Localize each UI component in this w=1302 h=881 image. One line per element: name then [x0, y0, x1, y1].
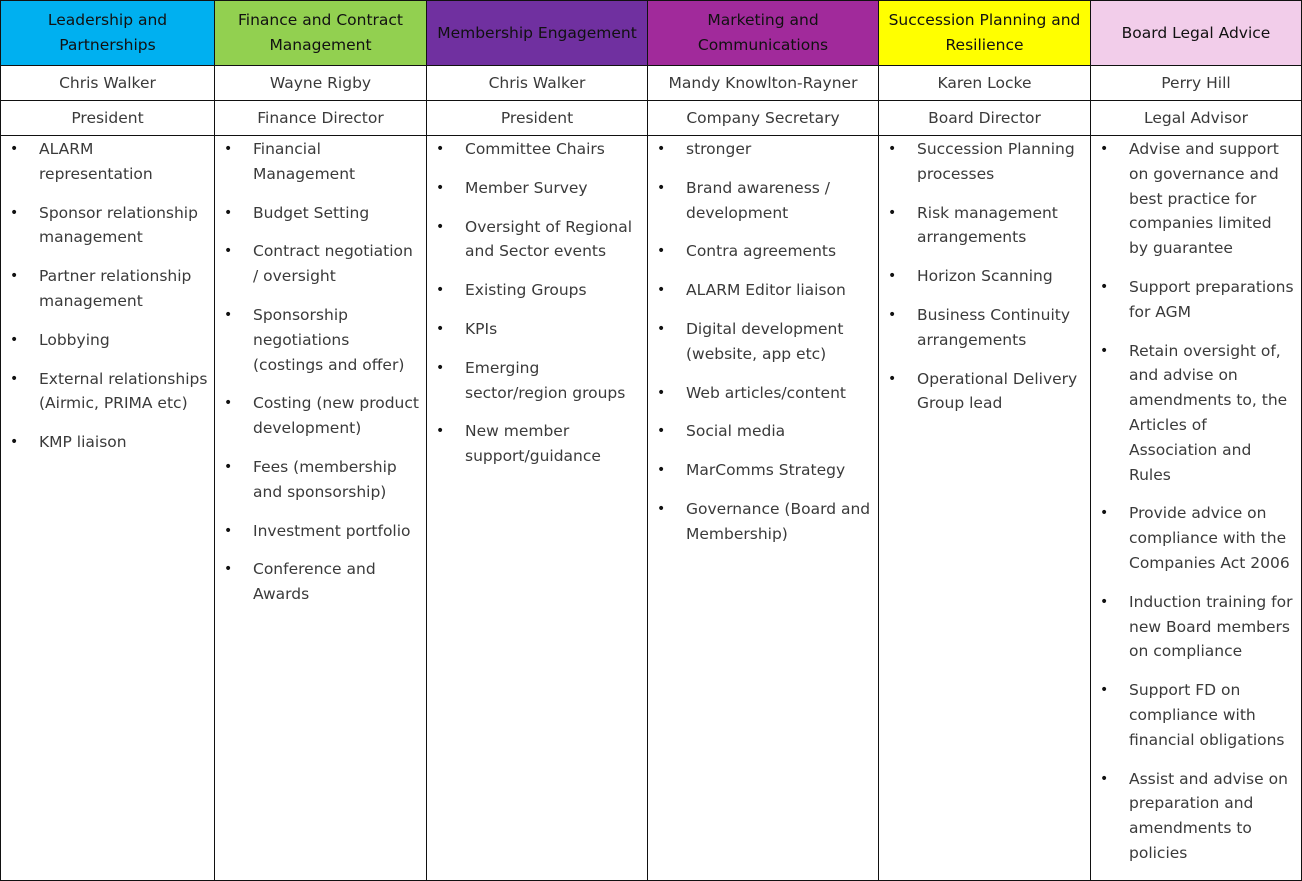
responsibility-text: Fees (membership and sponsorship): [253, 457, 397, 501]
responsibility-item: [1, 264, 214, 314]
responsibility-item: [1, 201, 214, 251]
responsibility-item: [215, 303, 426, 377]
responsibility-list: [427, 136, 647, 469]
responsibility-item: [215, 239, 426, 289]
bullet-icon: •: [224, 395, 233, 412]
responsibility-item: [648, 278, 878, 303]
responsibility-list: [879, 136, 1090, 416]
responsibility-text: Lobbying: [39, 330, 110, 349]
responsibility-item: [215, 455, 426, 505]
responsibility-text: Business Continuity arrangements: [917, 305, 1070, 349]
responsibility-text: KPIs: [465, 319, 498, 338]
responsibility-text: ALARM Editor liaison: [686, 281, 846, 300]
bullet-icon: •: [657, 500, 666, 517]
bullet-icon: •: [436, 141, 445, 157]
responsibility-item: [1, 137, 214, 187]
responsibility-text: New member support/guidance: [465, 422, 601, 466]
responsibility-item: [648, 137, 878, 162]
bullet-icon: •: [888, 370, 897, 387]
responsibility-item: [648, 497, 878, 547]
column-title: Marketing and Communications: [697, 11, 829, 54]
responsibility-text: Succession Planning processes: [917, 140, 1075, 183]
bullet-icon: •: [436, 320, 445, 337]
responsibility-text: Conference and Awards: [253, 560, 376, 604]
bullet-icon: •: [224, 243, 233, 260]
person-name: Mandy Knowlton-Rayner: [648, 66, 879, 101]
bullet-icon: •: [224, 561, 233, 578]
person-name: Wayne Rigby: [215, 66, 427, 101]
responsibilities-row: [1, 136, 1302, 881]
bullet-icon: •: [657, 320, 666, 337]
bullet-icon: •: [1100, 505, 1109, 522]
responsibility-item: [215, 557, 426, 607]
responsibilities-cell: [427, 136, 648, 881]
responsibility-item: [1, 367, 214, 417]
bullet-icon: •: [436, 282, 445, 299]
responsibility-text: Oversight of Regional and Sector events: [465, 217, 633, 261]
responsibility-list: [215, 136, 426, 607]
bullet-icon: •: [657, 243, 666, 260]
bullet-icon: •: [224, 141, 233, 157]
column-header-membership: [427, 1, 648, 66]
responsibility-item: [1091, 501, 1301, 575]
responsibilities-cell: [648, 136, 879, 881]
responsibility-item: [648, 381, 878, 406]
responsibility-item: [1091, 767, 1301, 866]
responsibility-text: KMP liaison: [39, 433, 127, 452]
responsibility-item: [427, 215, 647, 265]
column-header-leadership: [1, 1, 215, 66]
responsibility-text: Retain oversight of, and advise on amendments to, the Articles of Association and Rules: [1129, 341, 1288, 484]
responsibility-item: [1091, 137, 1301, 261]
responsibility-text: Sponsorship negotiations (costings and offer): [253, 305, 405, 374]
responsibility-text: Financial Management: [253, 140, 356, 183]
responsibility-item: [427, 419, 647, 469]
person-role: Board Director: [879, 101, 1091, 136]
responsibility-text: MarComms Strategy: [686, 461, 846, 480]
bullet-icon: •: [1100, 682, 1109, 699]
responsibility-text: Member Survey: [465, 178, 588, 197]
responsibility-item: [879, 303, 1090, 353]
responsibility-item: [648, 176, 878, 226]
responsibility-list: [1091, 136, 1301, 866]
column-title: Finance and Contract Management: [238, 11, 403, 54]
responsibility-item: [648, 317, 878, 367]
responsibility-item: [1091, 590, 1301, 664]
responsibility-item: [648, 458, 878, 483]
bullet-icon: •: [1100, 342, 1109, 359]
bullet-icon: •: [436, 179, 445, 196]
bullet-icon: •: [436, 423, 445, 440]
bullet-icon: •: [224, 522, 233, 539]
bullet-icon: •: [224, 306, 233, 323]
bullet-icon: •: [224, 458, 233, 475]
responsibility-item: [427, 278, 647, 303]
responsibility-text: Digital development (website, app etc): [686, 319, 844, 363]
responsibility-text: Web articles/content: [686, 383, 846, 402]
responsibility-item: [1, 430, 214, 455]
person-name: Perry Hill: [1091, 66, 1302, 101]
person-role: Company Secretary: [648, 101, 879, 136]
column-title: Leadership and Partnerships: [47, 11, 168, 54]
column-header-succession: [879, 1, 1091, 66]
bullet-icon: •: [1100, 593, 1109, 610]
responsibility-text: ALARM representation: [39, 140, 153, 183]
responsibility-item: [427, 356, 647, 406]
person-role: Finance Director: [215, 101, 427, 136]
responsibilities-cell: [1, 136, 215, 881]
responsibility-text: Contra agreements: [686, 242, 837, 261]
responsibility-text: Emerging sector/region groups: [465, 358, 626, 402]
bullet-icon: •: [10, 204, 19, 221]
responsibility-text: Contract negotiation / oversight: [253, 242, 413, 286]
responsibilities-cell: [1091, 136, 1302, 881]
bullet-icon: •: [657, 384, 666, 401]
responsibility-text: stronger: [686, 140, 752, 158]
bullet-icon: •: [888, 268, 897, 285]
responsibility-list: [648, 136, 878, 547]
column-header-legal: [1091, 1, 1302, 66]
person-role: Legal Advisor: [1091, 101, 1302, 136]
person-role: President: [1, 101, 215, 136]
responsibility-item: [215, 391, 426, 441]
bullet-icon: •: [10, 434, 19, 451]
bullet-icon: •: [10, 331, 19, 348]
name-row: [1, 66, 1302, 101]
bullet-icon: •: [657, 462, 666, 479]
responsibility-text: Brand awareness / development: [686, 178, 830, 222]
bullet-icon: •: [436, 359, 445, 376]
bullet-icon: •: [1100, 278, 1109, 295]
bullet-icon: •: [10, 141, 19, 157]
responsibility-text: Operational Delivery Group lead: [917, 369, 1078, 413]
person-role: President: [427, 101, 648, 136]
bullet-icon: •: [888, 204, 897, 221]
responsibility-text: Provide advice on compliance with the Companies Act 2006: [1129, 504, 1290, 572]
bullet-icon: •: [436, 218, 445, 235]
responsibility-item: [1091, 678, 1301, 752]
responsibility-item: [215, 519, 426, 544]
responsibility-item: [648, 419, 878, 444]
responsibility-text: Support FD on compliance with financial obligations: [1129, 681, 1285, 749]
responsibility-text: Existing Groups: [465, 281, 587, 300]
person-name: Chris Walker: [1, 66, 215, 101]
responsibility-item: [1, 328, 214, 353]
responsibility-item: [879, 367, 1090, 417]
role-row: [1, 101, 1302, 136]
column-header-marketing: [648, 1, 879, 66]
responsibility-item: [215, 137, 426, 187]
bullet-icon: •: [888, 306, 897, 323]
person-name: Chris Walker: [427, 66, 648, 101]
responsibility-text: Partner relationship management: [39, 267, 192, 310]
responsibility-item: [879, 201, 1090, 251]
bullet-icon: •: [10, 370, 19, 387]
column-header-finance: [215, 1, 427, 66]
responsibility-item: [427, 317, 647, 342]
responsibility-text: External relationships (Airmic, PRIMA etc): [39, 369, 208, 413]
responsibility-item: [648, 239, 878, 264]
responsibility-text: Budget Setting: [253, 203, 370, 222]
responsibility-text: Support preparations for AGM: [1129, 277, 1294, 321]
responsibility-text: Horizon Scanning: [917, 267, 1053, 286]
column-title: Board Legal Advice: [1121, 23, 1271, 42]
responsibility-item: [215, 201, 426, 226]
bullet-icon: •: [657, 179, 666, 196]
responsibility-item: [427, 137, 647, 162]
responsibility-text: Investment portfolio: [253, 521, 411, 540]
bullet-icon: •: [657, 282, 666, 299]
responsibility-item: [1091, 275, 1301, 325]
responsibility-text: Sponsor relationship management: [39, 203, 198, 247]
person-name: Karen Locke: [879, 66, 1091, 101]
responsibilities-cell: [215, 136, 427, 881]
bullet-icon: •: [1100, 141, 1109, 157]
responsibility-text: Governance (Board and Membership): [686, 499, 871, 543]
bullet-icon: •: [10, 268, 19, 285]
responsibility-item: [427, 176, 647, 201]
bullet-icon: •: [657, 423, 666, 440]
bullet-icon: •: [888, 141, 897, 157]
header-row: [1, 1, 1302, 66]
responsibility-item: [1091, 339, 1301, 488]
bullet-icon: •: [1100, 770, 1109, 787]
bullet-icon: •: [657, 141, 666, 157]
column-title: Succession Planning and Resilience: [888, 11, 1081, 54]
responsibility-text: Committee Chairs: [465, 140, 605, 158]
bullet-icon: •: [224, 204, 233, 221]
responsibility-text: Social media: [686, 422, 786, 441]
responsibility-text: Advise and support on governance and best practice for companies limited by guarantee: [1129, 140, 1279, 258]
responsibility-item: [879, 137, 1090, 187]
responsibilities-cell: [879, 136, 1091, 881]
responsibility-item: [879, 264, 1090, 289]
responsibility-text: Risk management arrangements: [917, 203, 1058, 247]
responsibility-text: Assist and advise on preparation and amendments to policies: [1129, 769, 1288, 862]
responsibility-text: Induction training for new Board members on compliance: [1129, 592, 1293, 661]
responsibility-list: [1, 136, 214, 455]
column-title: Membership Engagement: [437, 23, 637, 42]
responsibility-text: Costing (new product development): [253, 394, 419, 438]
